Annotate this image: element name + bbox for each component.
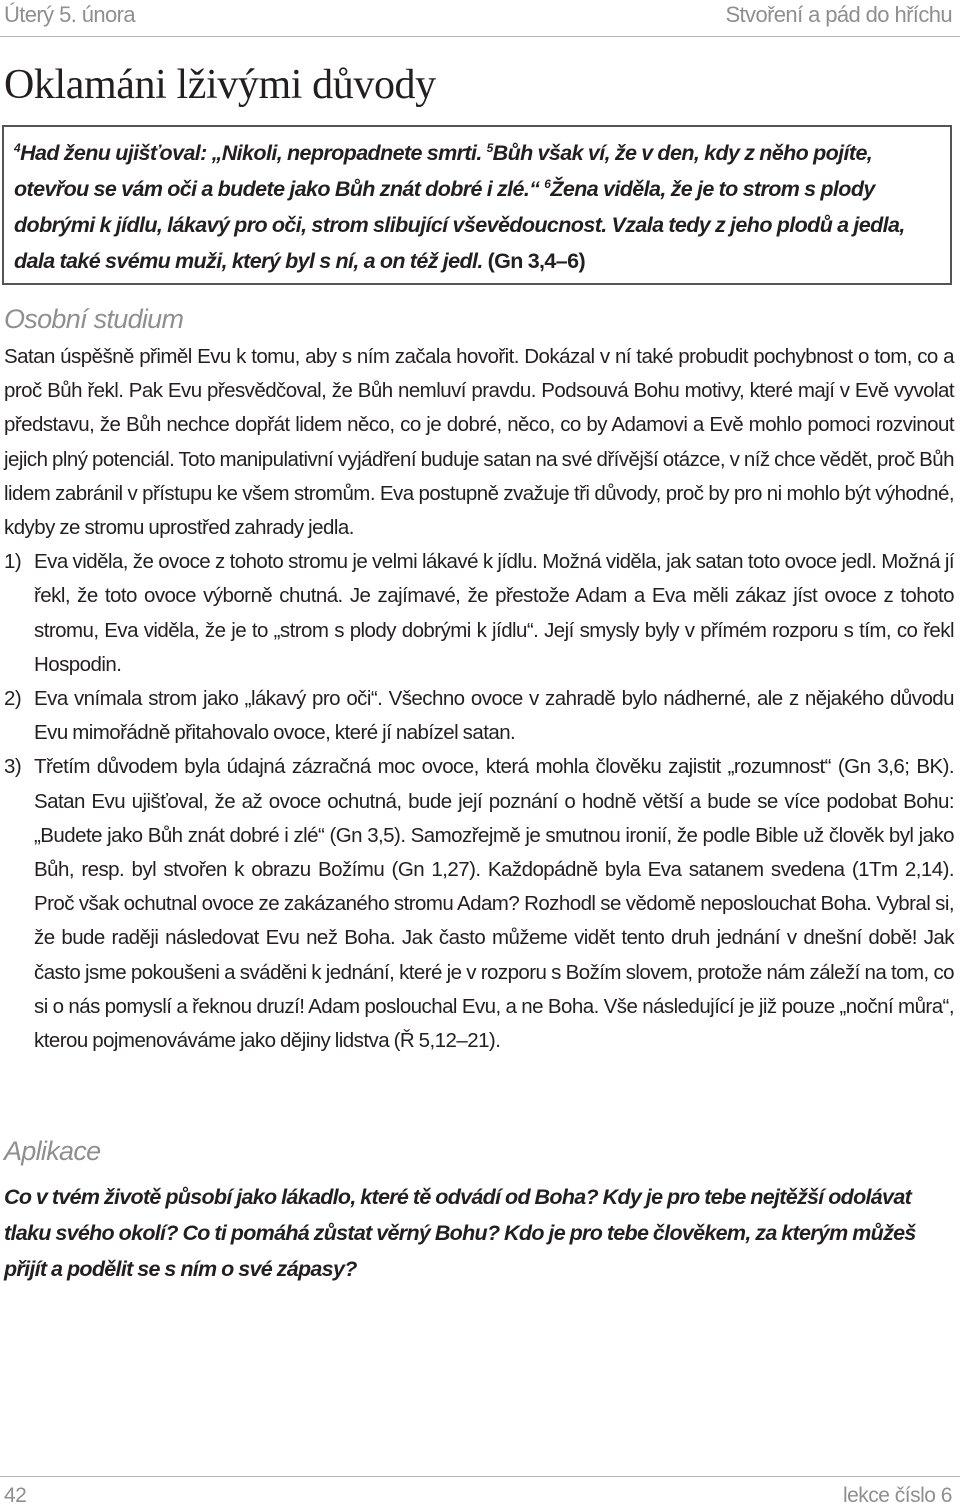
study-body: [4, 340, 954, 1058]
list-item: [4, 682, 954, 750]
header-lesson-title: Stvoření a pád do hříchu: [725, 2, 952, 27]
verse-number: 4: [14, 141, 21, 155]
page-number: 42: [4, 1484, 27, 1507]
lesson-number: lekce číslo 6: [842, 1484, 952, 1507]
verse-number: 6: [544, 177, 551, 191]
list-item-text: Eva viděla, že ovoce z tohoto stromu je velmi lákavé k jídlu. Možná viděla, jak satan toto ovoce jedl. Možná jí řekl, že toto ovoce výborně chutná. Je zajímavé, že přestože Adam a Eva měli zákaz jíst ovoce z tohoto stromu, Eva viděla, že je to „strom s plody dobrými k jídlu“. Její smysly byly v přímém rozporu s tím, co řekl Hospodin.: [34, 550, 954, 676]
verse-number: 5: [486, 141, 493, 155]
page-title: Oklamáni lživými důvody: [4, 62, 436, 108]
list-item-number: 2): [4, 687, 22, 711]
scripture-box: [2, 125, 952, 285]
list-item-text: Třetím důvodem byla údajná zázračná moc ovoce, která mohla člověku zajistit „rozumnost“ (Gn 3,6; BK). Satan Evu ujišťoval, že až ovoce ochutná, bude její poznání o hodně větší a bude se více podobat Bohu: „Budete jako Bůh znát dobré i zlé“ (Gn 3,5). Samozřejmě je smutnou ironií, že podle Bible už člověk byl jako Bůh, resp. byl stvořen k obrazu Božímu (Gn 1,27). Každopádně byla Eva satanem svedena (1Tm 2,14). Proč však ochutnal ovoce ze zakázaného stromu Adam? Rozhodl se vědomě neposlouchat Boha. Vybral si, že bude raději následovat Evu než Boha. Jak často můžeme vidět tento druh jednání v dnešní době! Jak často jsme pokoušeni a sváděni k jednání, které je v rozporu s Božím slovem, protože nám záleží na tom, co si o nás pomyslí a řeknou druzí! Adam poslouchal Evu, a ne Boha. Vše následující je již pouze „noční můra“, kterou pojmenováváme jako dějiny lidstva (Ř 5,12–21).: [34, 755, 954, 1053]
header-divider: [0, 36, 960, 37]
study-heading: Osobní studium: [4, 304, 184, 334]
list-item-number: 1): [4, 550, 22, 574]
list-item-number: 3): [4, 755, 22, 779]
list-item: [4, 545, 954, 682]
footer-divider: [0, 1476, 960, 1477]
verse-4-text: Had ženu ujišťoval: „Nikoli, nepropadnete smrti.: [20, 141, 487, 165]
study-intro: Satan úspěšně přiměl Evu k tomu, aby s ním začala hovořit. Dokázal v ní také probudit pochybnost o tom, co a proč Bůh řekl. Pak Evu přesvědčoval, že Bůh nemluví pravdu. Podsouvá Bohu motivy, které mají v Evě vyvolat představu, že Bůh nechce dopřát lidem něco, co je dobré, něco, co by Adamovi a Evě mohlo pomoci rozvinout jejich plný potenciál. Toto manipulativní vyjádření buduje satan na své dřívější otázce, v níž chce vědět, proč Bůh lidem zabránil v přístupu ke všem stromům. Eva postupně zvažuje tři důvody, proč by pro ni mohlo být výhodné, kdyby ze stromu uprostřed zahrady jedla.: [4, 345, 954, 540]
scripture-text: [14, 135, 940, 279]
header-date: Úterý 5. února: [4, 2, 136, 27]
list-item-text: Eva vnímala strom jako „lákavý pro oči“. Všechno ovoce v zahradě bylo nádherné, ale z nějakého důvodu Evu mimořádně přitahovalo ovoce, které jí nabízel satan.: [34, 687, 954, 745]
application-heading: Aplikace: [4, 1136, 101, 1166]
verse-5-text: Bůh však ví, že v den, kdy z něho pojíte, otevřou se vám oči a budete jako Bůh znát dobré i zlé.“: [14, 141, 873, 201]
scripture-reference: (Gn 3,4–6): [482, 249, 586, 273]
verse-6-text: Žena viděla, že je to strom s plody dobrými k jídlu, lákavý pro oči, strom slibující vševědoucnost. Vzala tedy z jeho plodů a jedla, dala také svému muži, který byl s ní, a on též jedl.: [14, 177, 905, 273]
application-text: Co v tvém životě působí jako lákadlo, které tě odvádí od Boha? Kdy je pro tebe nejtěžší odolávat tlaku svého okolí? Co ti pomáhá zůstat věrný Bohu? Kdo je pro tebe člověkem, za kterým můžeš přijít a podělit se s ním o své zápasy?: [4, 1185, 916, 1281]
list-item: [4, 750, 954, 1058]
